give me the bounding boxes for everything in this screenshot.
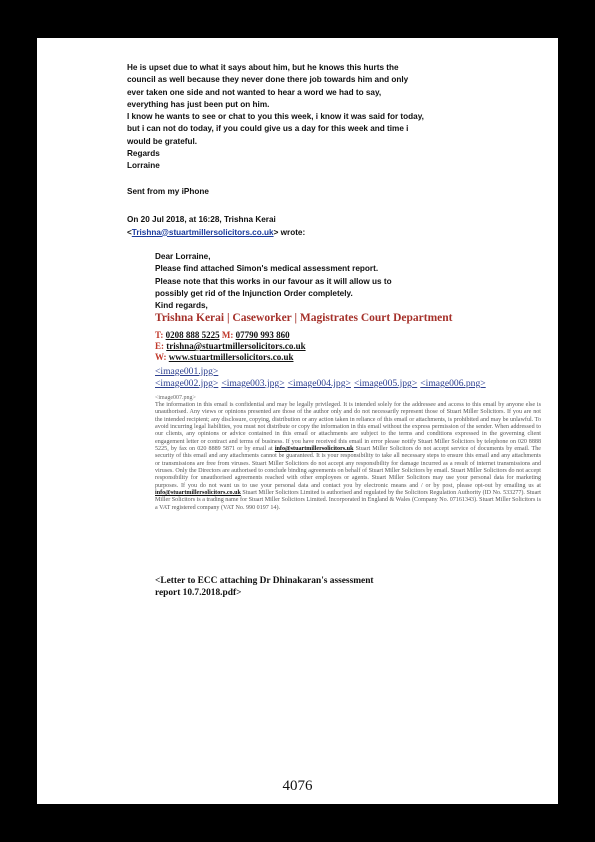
image-row-1: [155, 366, 221, 377]
disclaimer-text-1: The information in this email is confidential and may be legally privileged. It is intended solely for the addressee and access to this email by anyone else is unauthorised. Any views or opinions presented are those of the author only and do not necessarily represent those of Stuart Miller Solicitors. If you are not the intended recipient; any disclosure, copying, distribution or any action taken in reliance of this email or attachments, is prohibited and may be unlawful. To avoid incurring legal liabilities, you must not distribute or copy the information in this email without the express permission of the sender. When addressed to our clients, any opinions or advice contained in this email or attachments are subject to the terms and conditions expressed in the governing client engagement letter or contract and terms of business. If you have received this email in error please notify Stuart Miller Solicitors by telephone on 020 8888 5225, by fax on 020 8889 5871 or by email at: [155, 402, 541, 453]
sent-from-signature: Sent from my iPhone: [127, 187, 209, 196]
phone-label: T:: [155, 330, 166, 340]
image-row-2: [155, 378, 489, 389]
image-attachment-link[interactable]: <image001.jpg>: [155, 366, 219, 377]
quoted-header-suffix: wrote:: [278, 227, 306, 237]
pdf-attachment[interactable]: <Letter to ECC attaching Dr Dhinakaran's assessment report 10.7.2018.pdf>: [155, 576, 374, 598]
image-attachment-link[interactable]: <image005.jpg>: [353, 378, 418, 389]
image-attachment-link[interactable]: <image004.jpg>: [287, 378, 351, 389]
email-label: E:: [155, 341, 167, 351]
mobile-value[interactable]: 07790 993 860: [235, 330, 290, 340]
sender-email-link[interactable]: Trishna@stuartmillersolicitors.co.uk: [131, 227, 274, 237]
disclaimer-email-link-1[interactable]: info@stuartmillersolicitors.uk: [274, 446, 354, 453]
phone-value[interactable]: 0208 888 5225: [165, 330, 220, 340]
image-placeholder: <image007.png>: [155, 395, 196, 401]
signature-email-link[interactable]: trishna@stuartmillersolicitors.co.uk: [166, 341, 306, 351]
quoted-header: On 20 Jul 2018, at 16:28, Trishna Kerai <Trishna@stuartmillersolicitors.co.uk> wrote:: [127, 215, 306, 237]
disclaimer-text-2: Stuart Miller Solicitors do not accept service of documents by email. The security of this email and any attachments cannot be guaranteed. It is your responsibility to take all necessary steps to ensure this email and any attachments or transmissions are free from viruses. Stuart Miller Solicitors do not accept any responsibility for damage incurred as a result of internet transmissions and viruses. Only the Directors are authorised to conclude binding agreements on behalf of Stuart Miller Solicitors by email. Stuart Miller Solicitors do not accept responsibility for unauthorised agreements reached with other employees or agents. Stuart Miller Solicitors may use your personal data for marketing purposes. If you do not want us to use your personal data and contact you by electronic means and / or by post, please opt-out by emailing us at: [155, 446, 541, 489]
legal-disclaimer: [155, 402, 541, 512]
quoted-header-intro: On 20 Jul 2018, at 16:28, Trishna Kerai: [127, 215, 276, 224]
disclaimer-email-link-2[interactable]: info@stuartmillersolicitors.co.uk: [155, 490, 241, 497]
disclaimer-text-3: Stuart Miller Solicitors Limited is authorised and regulated by the Solicitors Regulation Authority (ID No. 533277). Stuart Miller Solicitors is a trading name for Stuart Miller Solicitors Limited. Incorporated in England & Wales (Company No. 07161343). Stuart Miller Solicitors is a VAT registered company (VAT No. 990 0197 14).: [155, 490, 541, 511]
document-page: [37, 38, 558, 804]
image-attachment-link[interactable]: <image002.jpg>: [155, 378, 219, 389]
page-number: 4076: [282, 778, 313, 794]
mobile-label: M:: [219, 330, 236, 340]
image-attachment-link[interactable]: <image003.jpg>: [221, 378, 285, 389]
signature-website-line: [155, 352, 294, 362]
reply-body: Dear Lorraine, Please find attached Simon's medical assessment report. Please note that this works in our favour as it will allow us to possibly get rid of the Injunction Order completely. Kind regards,: [155, 252, 392, 311]
website-link[interactable]: www.stuartmillersolicitors.co.uk: [168, 352, 294, 362]
signature-phone-line: [155, 330, 290, 340]
website-label: W:: [155, 352, 169, 362]
message-body: He is upset due to what it says about him, but he knows this hurts the council as well because they never done there job towards him and only ever taken one side and not wanted to hear a word we had to say, everything has just been put on him. I know he wants to see or chat to you this week, i know it was said for today, but i can not do today, if you could give us a day for this week and time i would be grateful. Regards Lorraine: [127, 63, 424, 171]
signature-name-line: Trishna Kerai | Caseworker | Magistrates Court Department: [155, 312, 453, 324]
signature-email-line: [155, 341, 306, 351]
image-attachment-link[interactable]: <image006.png>: [420, 378, 486, 389]
